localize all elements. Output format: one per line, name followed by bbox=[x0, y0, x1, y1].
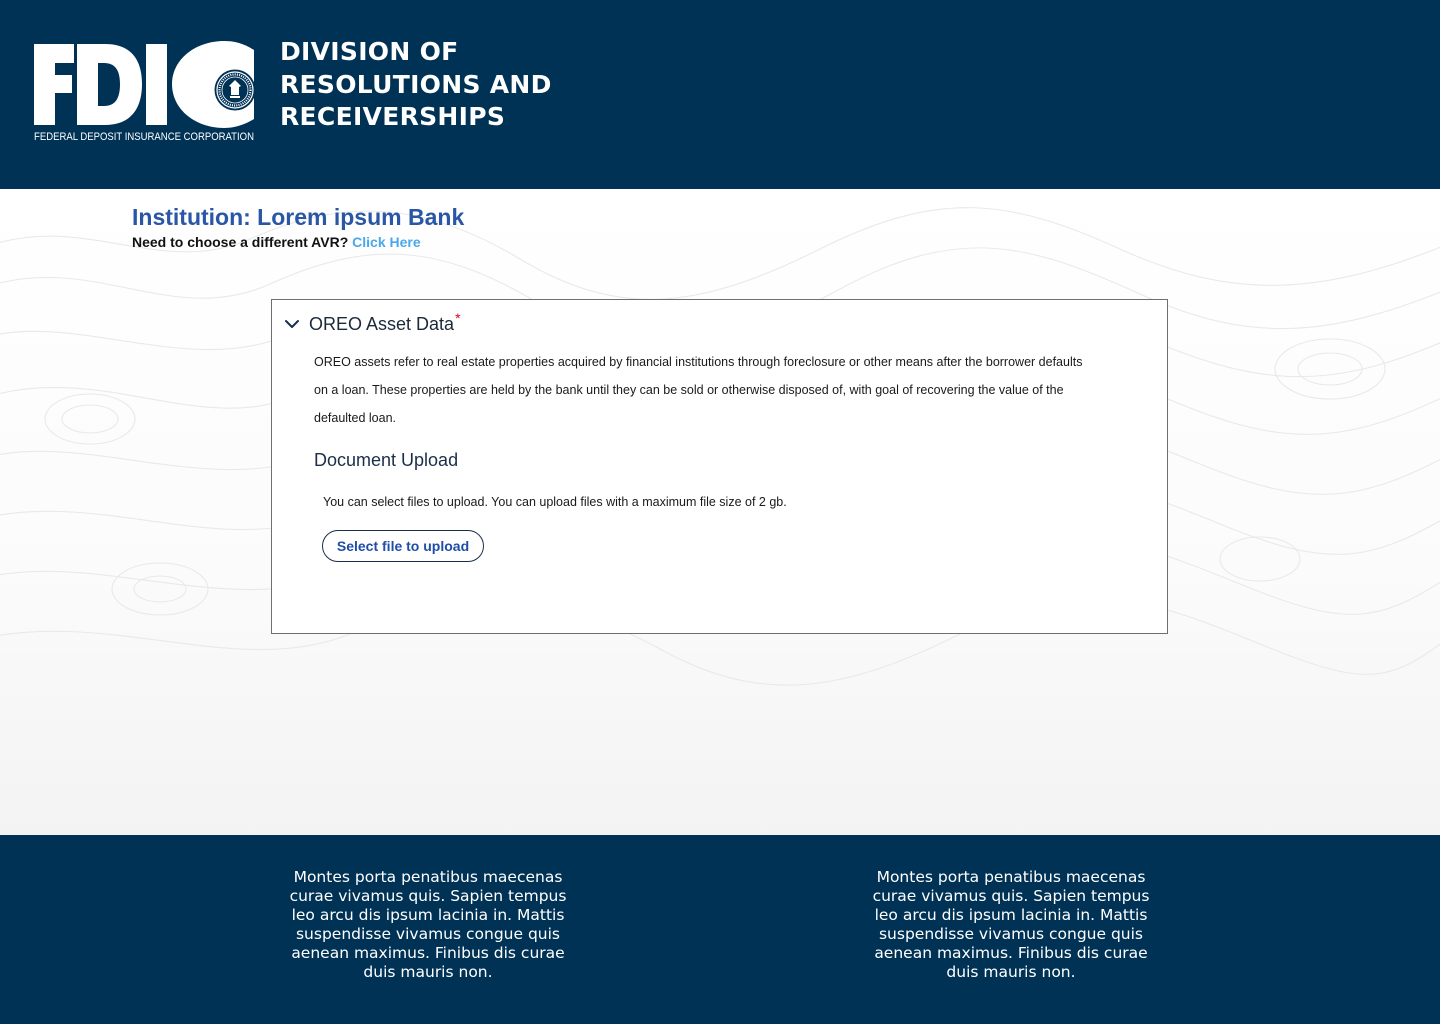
institution-title: Institution: Lorem ipsum Bank bbox=[132, 204, 465, 230]
footer-text-right: Montes porta penatibus maecenas curae vivamus quis. Sapien tempus leo arcu dis ipsum lacinia in. Mattis suspendisse vivamus congue quis aenean maximus. Finibus dis curae duis mauris non. bbox=[872, 868, 1150, 981]
choose-avr-link[interactable]: Click Here bbox=[352, 234, 421, 250]
oreo-asset-data-panel bbox=[271, 299, 1168, 634]
site-header bbox=[0, 0, 1440, 189]
site-footer bbox=[0, 835, 1440, 1024]
avr-prompt bbox=[132, 232, 421, 252]
required-marker: * bbox=[455, 310, 461, 326]
fdic-seal-icon bbox=[215, 70, 256, 111]
avr-prompt-text: Need to choose a different AVR? bbox=[132, 234, 349, 250]
fdic-logo[interactable] bbox=[34, 40, 256, 144]
section-title: OREO Asset Data bbox=[309, 313, 455, 334]
division-title: DIVISION OF RESOLUTIONS AND RECEIVERSHIPS bbox=[280, 37, 552, 131]
upload-help-text: You can select files to upload. You can upload files with a maximum file size of 2 gb. bbox=[323, 495, 787, 509]
select-file-button[interactable]: Select file to upload bbox=[322, 530, 484, 562]
fdic-logo-graphic bbox=[34, 40, 256, 144]
section-toggle[interactable] bbox=[284, 311, 461, 337]
document-upload-title: Document Upload bbox=[314, 450, 459, 470]
fdic-logo-caption: FEDERAL DEPOSIT INSURANCE CORPORATION bbox=[34, 131, 254, 143]
chevron-down-icon bbox=[284, 316, 300, 332]
section-description: OREO assets refer to real estate properties acquired by financial institutions through foreclosure or other means after the borrower defaults on a loan. These properties are held by the bank until they can be sold or otherwise disposed of, with goal of recovering the value of the defaulted loan. bbox=[314, 355, 1083, 425]
footer-text-left: Montes porta penatibus maecenas curae vivamus quis. Sapien tempus leo arcu dis ipsum lacinia in. Mattis suspendisse vivamus congue quis aenean maximus. Finibus dis curae duis mauris non. bbox=[289, 868, 567, 981]
